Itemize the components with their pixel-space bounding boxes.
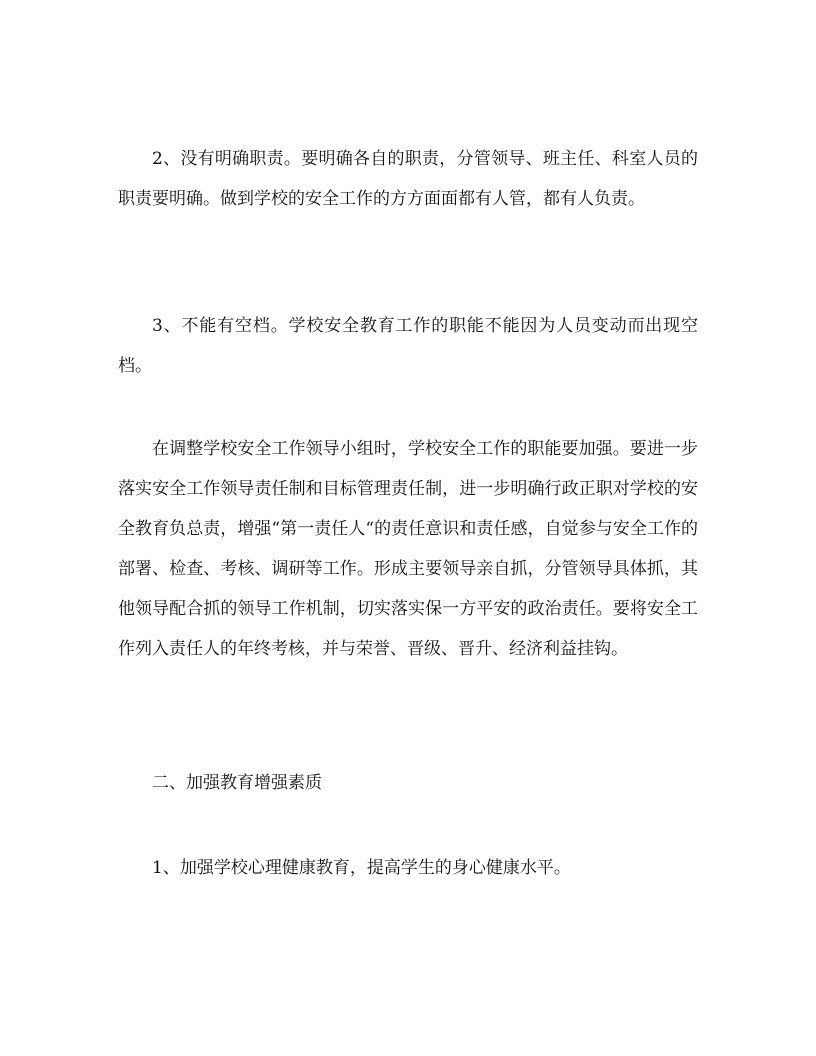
section-heading-education: 二、加强教育增强素质	[152, 773, 322, 793]
paragraph-mental-health: 1、加强学校心理健康教育，提高学生的身心健康水平。	[152, 858, 571, 878]
paragraph-no-gaps: 3、不能有空档。学校安全教育工作的职能不能因为人员变动而出现空档。	[118, 316, 698, 376]
paragraph-no-clear-duties: 2、没有明确职责。要明确各自的职责，分管领导、班主任、科室人员的职责要明确。做到学校的安全工作的方方面面都有人管，都有人负责。	[118, 149, 698, 209]
paragraph-leadership-group: 在调整学校安全工作领导小组时，学校安全工作的职能要加强。要进一步落实安全工作领导责任制和目标管理责任制，进一步明确行政正职对学校的安全教育负总责，增强“第一责任人“的责任意识和责任感，自觉参与安全工作的部署、检查、考核、调研等工作。形成主要领导亲自抓，分管领导具体抓，其他领导配合抓的领导工作机制，切实落实保一方平安的政治责任。要将安全工作列入责任人的年终考核，并与荣誉、晋级、晋升、经济利益挂钩。	[118, 439, 698, 659]
